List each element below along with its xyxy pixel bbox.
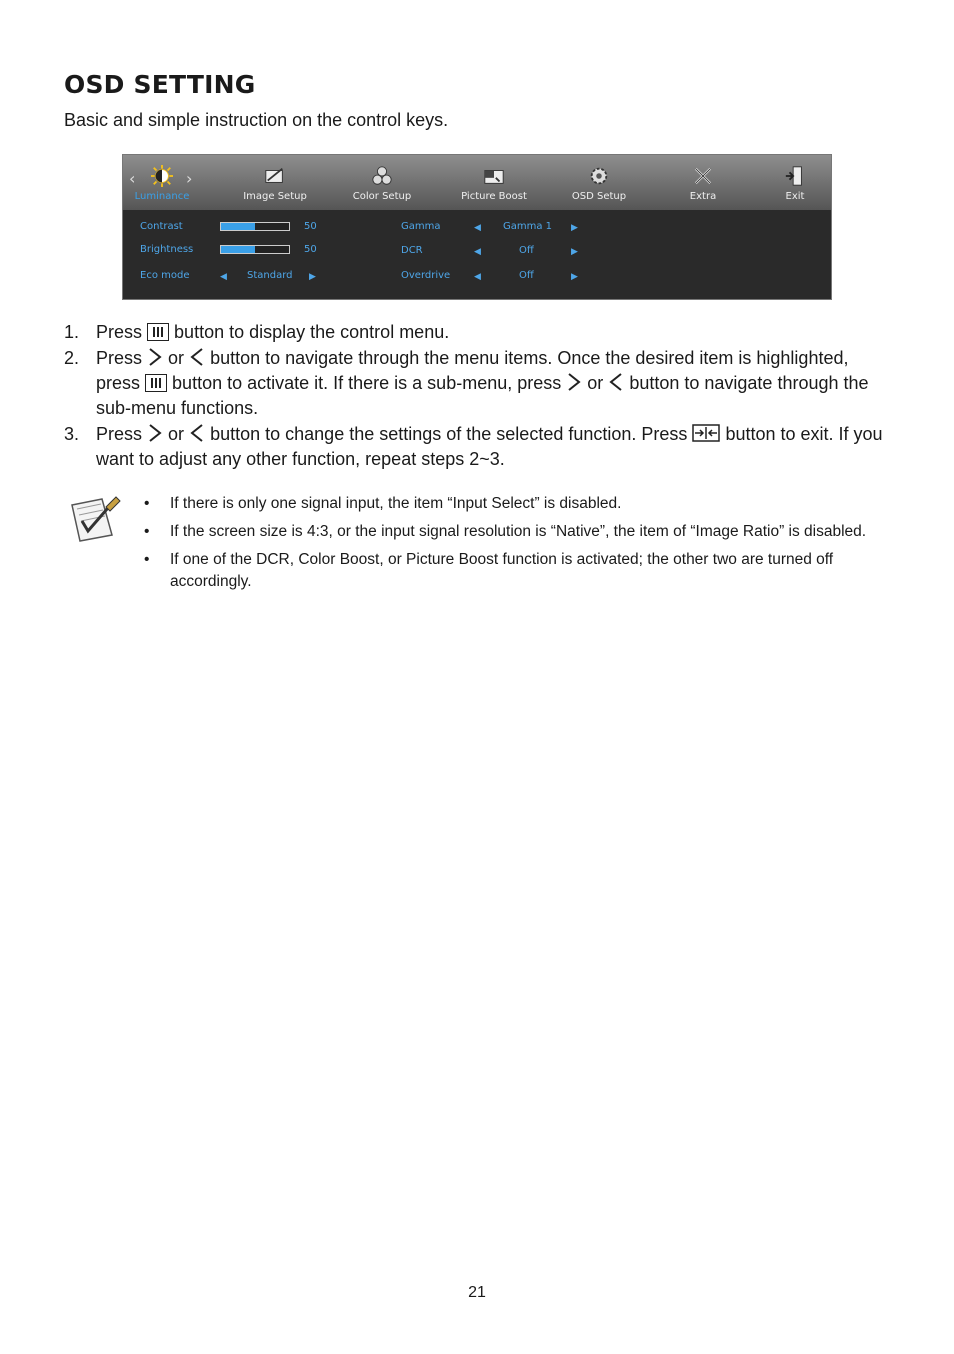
left-key-icon [608,372,624,392]
triangle-left-icon: ◀ [474,246,481,256]
note-item: • If the screen size is 4:3, or the input signal resolution is “Native”, the item of “Image Ratio” is disabled. [144,521,889,543]
osd-tab-color-setup: Color Setup [347,155,417,210]
osd-tab-extra: Extra [673,155,733,210]
osd-gamma-label: Gamma [401,221,441,232]
osd-tab-exit: Exit [770,155,820,210]
chevron-right-icon: › [186,169,193,188]
exit-icon [784,165,806,187]
menu-key-icon [147,323,169,341]
right-key-icon [147,423,163,443]
triangle-right-icon: ▶ [571,246,578,256]
step-1: 1. Press button to display the control menu. [64,322,450,342]
osd-menu-screenshot [122,154,832,300]
osd-tab-luminance: Luminance [132,155,192,210]
triangle-right-icon: ▶ [571,271,578,281]
osd-overdrive-label: Overdrive [401,270,451,281]
osd-tab-osd-setup: OSD Setup [564,155,634,210]
triangle-right-icon: ▶ [309,271,316,281]
exit-key-icon [692,423,720,443]
page-subtitle: Basic and simple instruction on the control keys. [64,110,449,130]
notes-list [144,493,889,599]
triangle-right-icon: ▶ [571,222,578,232]
triangle-left-icon: ◀ [474,271,481,281]
left-key-icon [189,347,205,367]
osd-contrast-bar [220,222,290,231]
triangle-left-icon: ◀ [220,271,227,281]
bullet: • [144,495,150,512]
page-title: OSD SETTING [64,70,256,99]
step-2: 2. Press or button to navigate through the menu items. Once the desired item is highlighted, press button to activate it. If there is a sub-menu, press or button to navigate through the sub-menu functions. [64,348,869,418]
osd-setup-icon [588,165,610,187]
bullet: • [144,551,150,568]
osd-tab-bar [123,155,831,210]
note-item: • If there is only one signal input, the item “Input Select” is disabled. [144,493,889,515]
menu-key-icon [145,374,167,392]
step-3: 3. Press or button to change the settings of the selected function. Press button to exit. If you want to adjust any other function, repeat steps 2~3. [64,424,883,469]
page-number: 21 [468,1284,486,1301]
note-pencil-icon [68,495,122,545]
osd-eco-mode-value: Standard [247,270,293,281]
osd-brightness-value: 50 [304,244,317,255]
right-key-icon [147,347,163,367]
tools-icon [692,165,714,187]
right-key-icon [566,372,582,392]
color-setup-icon [371,165,393,187]
osd-brightness-bar [220,245,290,254]
osd-tab-picture-boost: Picture Boost [459,155,529,210]
osd-dcr-label: DCR [401,245,423,256]
osd-contrast-label: Contrast [140,221,183,232]
osd-contrast-value: 50 [304,221,317,232]
chevron-left-icon: ‹ [129,169,136,188]
bullet: • [144,523,150,540]
note-item: • If one of the DCR, Color Boost, or Picture Boost function is activated; the other two are turned off accordingly. [144,551,834,590]
osd-gamma-value: Gamma 1 [503,221,553,232]
osd-eco-mode-label: Eco mode [140,270,190,281]
sun-icon [151,165,173,187]
instruction-steps [64,320,894,473]
image-setup-icon [264,165,286,187]
osd-dcr-value: Off [519,245,534,256]
osd-brightness-label: Brightness [140,244,194,255]
left-key-icon [189,423,205,443]
osd-overdrive-value: Off [519,270,534,281]
picture-boost-icon [483,165,505,187]
triangle-left-icon: ◀ [474,222,481,232]
osd-tab-image-setup: Image Setup [240,155,310,210]
